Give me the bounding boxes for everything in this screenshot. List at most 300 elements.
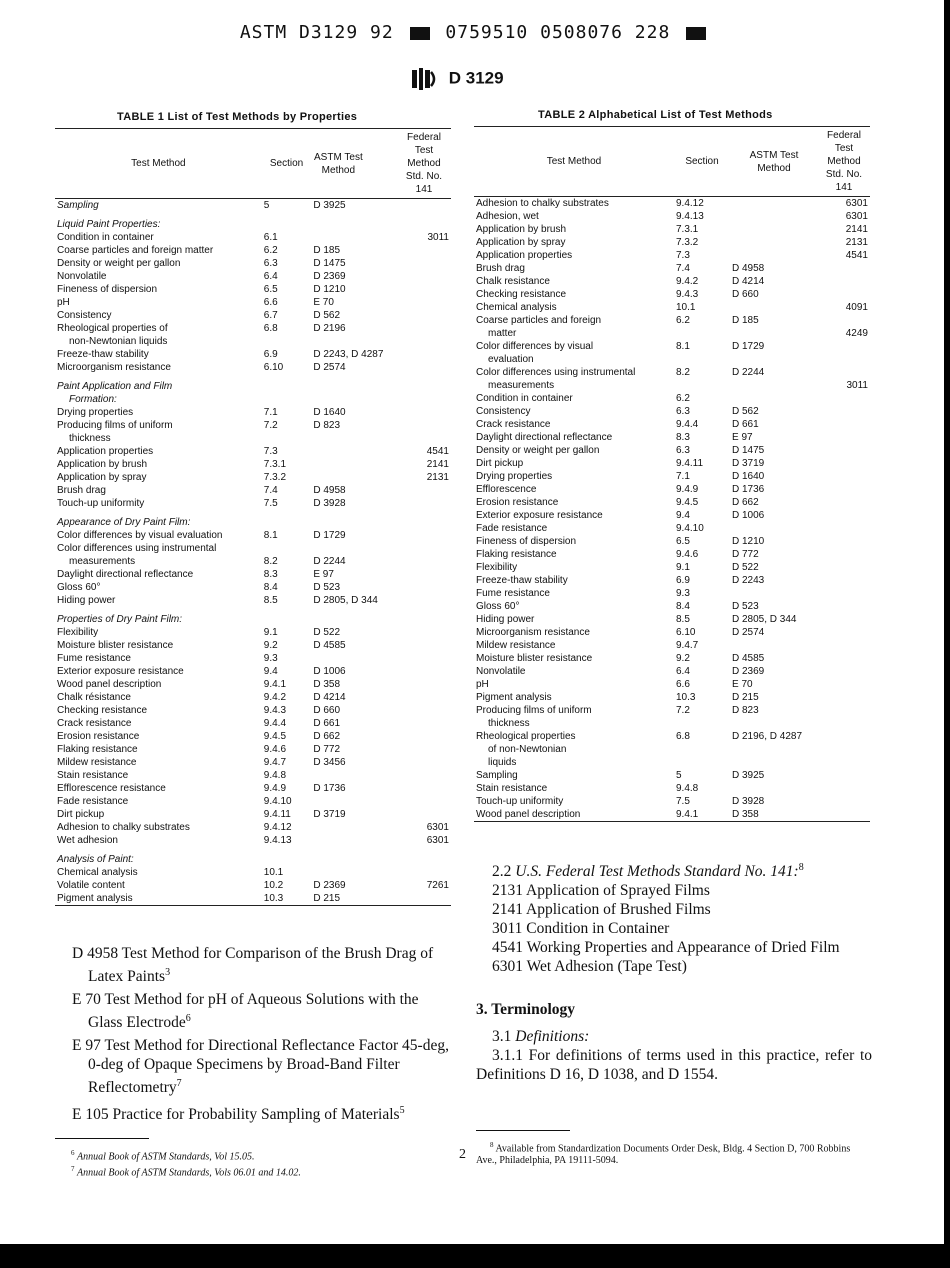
- table1-cell-section: 9.4.10: [263, 796, 292, 807]
- table1-cell-section: 6.10: [263, 362, 284, 373]
- table1-cell-section: 9.4.7: [263, 757, 287, 768]
- table1-cell-method: Formation:: [69, 394, 117, 405]
- black-bar-icon: [686, 27, 706, 40]
- table2-cell-method: Nonvolatile: [476, 666, 526, 677]
- table1-cell-method: Application properties: [57, 446, 154, 457]
- table2-cell-astm: [730, 223, 818, 236]
- table1-cell-section: 7.3.2: [263, 472, 287, 483]
- table1-cell-method: Dirt pickup: [57, 809, 105, 820]
- table1-cell-federal: [397, 309, 451, 322]
- table2-row: [474, 275, 870, 288]
- table2-row: [474, 249, 870, 262]
- table1-row: [55, 808, 451, 821]
- table2-cell-federal: 6301: [845, 198, 868, 209]
- table1-header-method: Test Method: [55, 129, 262, 199]
- table2-cell-section: 9.1: [676, 562, 690, 573]
- table1-cell-federal: [397, 393, 451, 406]
- table1-cell-method: Brush drag: [57, 485, 106, 496]
- table1-cell-section: 9.4.13: [263, 835, 292, 846]
- table2-row: [474, 808, 870, 822]
- table1-cell-federal: [397, 374, 451, 393]
- table2-cell-federal: [818, 574, 870, 587]
- table2-row: [474, 678, 870, 691]
- table2-cell-astm: [730, 717, 818, 730]
- table1-cell-section: 8.4: [263, 582, 278, 593]
- table2-cell-federal: 3011: [846, 380, 868, 391]
- table1-cell-federal: [397, 244, 451, 257]
- federal-method-item: 2131 Application of Sprayed Films: [492, 882, 710, 900]
- table2-cell-method: Consistency: [476, 406, 531, 417]
- table2-cell-federal: [818, 483, 870, 496]
- table1-cell-astm: D 562: [313, 310, 341, 321]
- table1-cell-federal: 7261: [426, 880, 449, 891]
- table1-row: [55, 257, 451, 270]
- table1-cell-method: Crack resistance: [57, 718, 132, 729]
- table1-cell-federal: [397, 348, 451, 361]
- federal-method-item: 4541 Working Properties and Appearance of Dried Film: [492, 939, 840, 957]
- table1-cell-section: 6.2: [263, 245, 278, 256]
- table1-cell-method: non-Newtonian liquids: [69, 336, 168, 347]
- table1-row: [55, 510, 451, 529]
- table2-cell-astm: D 823: [732, 705, 759, 716]
- table1-cell-federal: [397, 704, 451, 717]
- table1-cell-astm: [311, 652, 397, 665]
- page-number: 2: [459, 1147, 466, 1162]
- table1-cell-astm: [311, 231, 397, 244]
- table2-cell-section: 5: [676, 770, 682, 781]
- table2-cell-federal: [818, 314, 870, 327]
- table1-cell-section: 7.3.1: [263, 459, 287, 470]
- table1-cell-section: 9.4.3: [263, 705, 287, 716]
- table1-cell-astm: D 2196: [313, 323, 346, 334]
- table1-cell-federal: [397, 782, 451, 795]
- table2-cell-section: 6.3: [676, 406, 690, 417]
- table1-cell-section: [262, 374, 312, 393]
- table2: [474, 126, 870, 822]
- table1-cell-section: 7.3: [263, 446, 278, 457]
- table2-cell-astm: [730, 782, 818, 795]
- table2-cell-astm: D 2243: [732, 575, 765, 586]
- table2-cell-method: Producing films of uniform: [476, 705, 592, 716]
- table1-cell-federal: [397, 568, 451, 581]
- table2-cell-method: Fade resistance: [476, 523, 548, 534]
- terminology-heading: 3. Terminology: [476, 1001, 576, 1018]
- table2-cell-astm: D 215: [732, 692, 759, 703]
- table2-cell-section: 8.4: [676, 601, 690, 612]
- table2-row: [474, 366, 870, 379]
- table1-cell-section: 9.4: [263, 666, 278, 677]
- table2-cell-section: 10.1: [676, 302, 696, 313]
- table1-cell-federal: 4541: [426, 446, 449, 457]
- table2-cell-astm: [730, 301, 818, 314]
- table2-cell-federal: [818, 457, 870, 470]
- table2-cell-section: 9.4: [676, 510, 690, 521]
- table2-header-federal: Federal Test Method Std. No. 141: [818, 127, 870, 197]
- table2-cell-method: Freeze-thaw stability: [476, 575, 568, 586]
- table2-cell-section: 9.4.7: [676, 640, 699, 651]
- table1-cell-section: 9.4.5: [263, 731, 287, 742]
- table1-cell-method: Coarse particles and foreign matter: [57, 245, 214, 256]
- table2-cell-federal: [818, 288, 870, 301]
- table1-header-federal: Federal Test Method Std. No. 141: [397, 129, 451, 199]
- table1-row: [55, 231, 451, 244]
- table2-cell-federal: 4249: [845, 328, 868, 339]
- table1-row: [55, 652, 451, 665]
- scan-edge-right: [944, 0, 950, 1268]
- table2-cell-federal: [818, 665, 870, 678]
- table2-cell-astm: D 660: [732, 289, 759, 300]
- reference-item: E 70 Test Method for pH of Aqueous Solutions with the Glass Electrode$^6$: [72, 991, 419, 1032]
- table1-cell-federal: [397, 691, 451, 704]
- table2-row: [474, 769, 870, 782]
- table1-row: [55, 199, 451, 213]
- table2-cell-section: 6.5: [676, 536, 690, 547]
- table2-cell-astm: D 2805, D 344: [732, 614, 797, 625]
- table1-row: [55, 678, 451, 691]
- table2-cell-method: Fume resistance: [476, 588, 550, 599]
- table1-cell-method: Erosion resistance: [57, 731, 140, 742]
- table2-cell-section: 9.4.2: [676, 276, 699, 287]
- table2-cell-federal: [818, 613, 870, 626]
- table2-cell-astm: D 1210: [732, 536, 765, 547]
- table1-cell-section: 6.5: [263, 284, 278, 295]
- table1-cell-astm: [311, 471, 397, 484]
- table1-cell-federal: [397, 335, 451, 348]
- table1-cell-section: 9.4.6: [263, 744, 287, 755]
- table1-cell-method: Producing films of uniform: [57, 420, 173, 431]
- table1-cell-section: 9.4.9: [263, 783, 287, 794]
- table2-row: [474, 782, 870, 795]
- table2-row: [474, 613, 870, 626]
- table1-cell-federal: 2141: [426, 459, 449, 470]
- table1-cell-section: 8.3: [263, 569, 278, 580]
- table1-cell-federal: [397, 257, 451, 270]
- table1-row: [55, 542, 451, 555]
- table2-cell-federal: [818, 548, 870, 561]
- table2-cell-method: Flexibility: [476, 562, 518, 573]
- table2-cell-method: Color differences by visual: [476, 341, 594, 352]
- table2-cell-section: 7.2: [676, 705, 690, 716]
- table2-cell-astm: E 70: [732, 679, 753, 690]
- table2-row: [474, 210, 870, 223]
- table1-row: [55, 879, 451, 892]
- table1-cell-astm: [311, 458, 397, 471]
- table2-row: [474, 392, 870, 405]
- table1-row: [55, 484, 451, 497]
- table1-cell-method: Chalk résistance: [57, 692, 131, 703]
- table2-cell-method: Checking resistance: [476, 289, 567, 300]
- table1-cell-section: [262, 393, 312, 406]
- table1-cell-method: Nonvolatile: [57, 271, 107, 282]
- table2-cell-astm: D 772: [732, 549, 759, 560]
- table1-cell-federal: [397, 406, 451, 419]
- table1-cell-section: 9.2: [263, 640, 278, 651]
- table1-row: [55, 555, 451, 568]
- table1-cell-method: Wet adhesion: [57, 835, 118, 846]
- table2-cell-federal: [818, 587, 870, 600]
- table2-cell-federal: [818, 444, 870, 457]
- table2-cell-method: Coarse particles and foreign: [476, 315, 602, 326]
- table2-cell-astm: D 4958: [732, 263, 765, 274]
- table1: [55, 128, 451, 906]
- table2-cell-section: 9.3: [676, 588, 690, 599]
- table2-cell-astm: [730, 249, 818, 262]
- table1-row: [55, 309, 451, 322]
- table1-cell-federal: 6301: [426, 835, 449, 846]
- table2-cell-astm: D 522: [732, 562, 759, 573]
- table2-cell-astm: [730, 236, 818, 249]
- table1-row: [55, 283, 451, 296]
- table2-cell-method: Chalk resistance: [476, 276, 550, 287]
- table2-cell-method: Brush drag: [476, 263, 525, 274]
- table1-cell-federal: [397, 866, 451, 879]
- table1-row: [55, 892, 451, 906]
- designation-number: D 3129: [448, 68, 504, 88]
- table2-cell-astm: D 3925: [732, 770, 765, 781]
- table2-cell-method: Chemical analysis: [476, 302, 557, 313]
- table2-cell-method: Pigment analysis: [476, 692, 552, 703]
- table1-row: [55, 717, 451, 730]
- table1-cell-astm: D 662: [313, 731, 341, 742]
- table1-cell-federal: 2131: [426, 472, 449, 483]
- table1-cell-method: Paint Application and Film: [57, 381, 173, 392]
- table1-cell-method: Application by brush: [57, 459, 148, 470]
- table2-row: [474, 418, 870, 431]
- table1-row: [55, 458, 451, 471]
- federal-standards-section: [492, 858, 882, 976]
- table1-header-astm: ASTM Test Method: [311, 129, 397, 199]
- footnotes-right: [476, 1130, 872, 1167]
- table2-row: [474, 665, 870, 678]
- table1-cell-section: 6.1: [263, 232, 278, 243]
- table1-cell-section: 6.7: [263, 310, 278, 321]
- table2-cell-section: 6.10: [676, 627, 696, 638]
- table2-cell-method: Fineness of dispersion: [476, 536, 577, 547]
- table2-cell-section: 6.2: [676, 315, 690, 326]
- table1-cell-astm: [311, 510, 397, 529]
- table2-cell-federal: [818, 405, 870, 418]
- table2-cell-section: [674, 756, 730, 769]
- table2-cell-section: 9.4.4: [676, 419, 699, 430]
- table1-cell-federal: [397, 283, 451, 296]
- table1-cell-method: Fade resistance: [57, 796, 129, 807]
- table2-cell-method: Application properties: [476, 250, 573, 261]
- table1-cell-section: [262, 212, 312, 231]
- table2-cell-federal: [818, 782, 870, 795]
- table1-cell-federal: [397, 497, 451, 510]
- table1-cell-astm: D 660: [313, 705, 341, 716]
- table2-cell-astm: D 4214: [732, 276, 765, 287]
- table2-cell-method: Gloss 60°: [476, 601, 520, 612]
- table2-header-section: Section: [674, 127, 730, 197]
- table2-cell-section: [674, 717, 730, 730]
- table2-row: [474, 340, 870, 353]
- table1-row: [55, 270, 451, 283]
- table2-row: [474, 509, 870, 522]
- table2-cell-method: Exterior exposure resistance: [476, 510, 603, 521]
- table2-cell-federal: [818, 756, 870, 769]
- table2-cell-section: 9.4.11: [676, 458, 704, 469]
- table2-cell-astm: D 662: [732, 497, 759, 508]
- table2-cell-method: Erosion resistance: [476, 497, 559, 508]
- footnote-item: $^6$ Annual Book of ASTM Standards, Vol 15.05.: [71, 1149, 255, 1163]
- table2-cell-federal: [818, 652, 870, 665]
- table1-cell-method: pH: [57, 297, 70, 308]
- table1-cell-section: 6.8: [263, 323, 278, 334]
- table2-cell-section: 6.8: [676, 731, 690, 742]
- table1-cell-section: 7.4: [263, 485, 278, 496]
- table2-cell-astm: [730, 210, 818, 223]
- footnote-rule: [55, 1138, 149, 1139]
- table2-cell-section: 9.4.1: [674, 808, 730, 822]
- table2-cell-astm: D 358: [730, 808, 818, 822]
- table1-cell-section: [262, 335, 312, 348]
- table2-row: [474, 353, 870, 366]
- table1-cell-astm: D 4585: [313, 640, 346, 651]
- table1-cell-astm: D 4214: [313, 692, 346, 703]
- header-code-right: 0759510 0508076 228: [445, 22, 671, 43]
- table1-row: [55, 607, 451, 626]
- table1-cell-section: [262, 847, 312, 866]
- federal-method-item: 6301 Wet Adhesion (Tape Test): [492, 958, 687, 976]
- table2-cell-astm: D 1475: [732, 445, 765, 456]
- table2-row: [474, 483, 870, 496]
- table1-header-section: Section: [262, 129, 312, 199]
- table2-cell-method: Color differences using instrumental: [476, 367, 636, 378]
- table1-cell-section: [262, 432, 312, 445]
- table1-row: [55, 296, 451, 309]
- table1-cell-section: 6.4: [263, 271, 278, 282]
- table1-cell-astm: D 2805, D 344: [313, 595, 378, 606]
- table1-cell-method: Pigment analysis: [55, 892, 262, 906]
- table2-cell-method: measurements: [488, 380, 555, 391]
- table2-row: [474, 795, 870, 808]
- table1-cell-method: Checking resistance: [57, 705, 148, 716]
- table2-cell-method: Efflorescence: [476, 484, 537, 495]
- table1-cell-method: Appearance of Dry Paint Film:: [57, 517, 191, 528]
- reference-item: D 4958 Test Method for Comparison of the Brush Drag of Latex Paints$^3$: [72, 945, 434, 986]
- table2-cell-federal: [818, 730, 870, 743]
- table1-cell-federal: [397, 626, 451, 639]
- table1-row: [55, 665, 451, 678]
- table1-cell-astm: [311, 847, 397, 866]
- table2-cell-section: 8.3: [676, 432, 690, 443]
- table2-cell-section: [674, 379, 730, 392]
- table1-cell-method: Application by spray: [57, 472, 147, 483]
- table1-cell-federal: [397, 419, 451, 432]
- table2-cell-section: 6.2: [676, 393, 690, 404]
- table2-cell-astm: [730, 392, 818, 405]
- table2-cell-federal: [818, 275, 870, 288]
- table2-cell-federal: [818, 769, 870, 782]
- table1-row: [55, 756, 451, 769]
- table1-cell-astm: D 4958: [313, 485, 346, 496]
- table1-cell-astm: D 2244: [313, 556, 346, 567]
- table1-row: [55, 348, 451, 361]
- table1-cell-astm: D 772: [313, 744, 341, 755]
- table1-cell-federal: [397, 199, 451, 213]
- table1-row: [55, 847, 451, 866]
- table1-cell-federal: [397, 270, 451, 283]
- table1-cell-section: 9.4.2: [263, 692, 287, 703]
- table2-cell-federal: [818, 795, 870, 808]
- table1-cell-astm: D 3719: [313, 809, 346, 820]
- table1-cell-federal: [397, 769, 451, 782]
- table1-cell-astm: D 2574: [313, 362, 346, 373]
- footnote-item: $^8$ Available from Standardization Documents Order Desk, Bldg. 4 Section D, 700 Robbins Ave., Philadelphia, PA 19111-5094.: [476, 1141, 851, 1167]
- table1-cell-method: Color differences using instrumental: [57, 543, 217, 554]
- table2-row: [474, 327, 870, 340]
- table2-cell-federal: [818, 561, 870, 574]
- table2-cell-section: 6.4: [676, 666, 690, 677]
- table2-cell-method: liquids: [488, 757, 517, 768]
- table2-cell-method: Drying properties: [476, 471, 553, 482]
- table1-cell-section: 10.1: [263, 867, 284, 878]
- table2-cell-astm: D 2574: [732, 627, 765, 638]
- table1-cell-method: Properties of Dry Paint Film:: [57, 614, 183, 625]
- table2-row: [474, 600, 870, 613]
- table2-row: [474, 652, 870, 665]
- table2-cell-federal: [818, 678, 870, 691]
- table1-cell-section: 9.4.1: [263, 679, 287, 690]
- table2-cell-astm: [730, 639, 818, 652]
- table2-cell-section: 9.4.5: [676, 497, 699, 508]
- table1-cell-section: 6.3: [263, 258, 278, 269]
- table1-cell-method: thickness: [69, 433, 111, 444]
- table2-cell-astm: D 1729: [732, 341, 765, 352]
- table2-cell-section: [674, 353, 730, 366]
- table2-cell-section: 6.9: [676, 575, 690, 586]
- table2-cell-astm: D 1736: [732, 484, 765, 495]
- federal-method-item: 2141 Application of Brushed Films: [492, 901, 711, 919]
- table2-row: [474, 535, 870, 548]
- table1-cell-method: Flaking resistance: [57, 744, 138, 755]
- table1-cell-federal: 6301: [426, 822, 449, 833]
- table1-row: [55, 743, 451, 756]
- table2-cell-method: Moisture blister resistance: [476, 653, 593, 664]
- table1-cell-astm: D 358: [313, 679, 341, 690]
- table2-cell-federal: [818, 704, 870, 717]
- table1-cell-federal: [397, 484, 451, 497]
- table2-caption: TABLE 2 Alphabetical List of Test Methods: [538, 109, 773, 121]
- table1-cell-method: Wood panel description: [57, 679, 162, 690]
- table2-row: [474, 457, 870, 470]
- table1-cell-federal: [397, 756, 451, 769]
- table1-row: [55, 821, 451, 834]
- table2-cell-section: 8.5: [676, 614, 690, 625]
- terminology-section: [476, 1000, 872, 1084]
- table2-cell-method: of non-Newtonian: [488, 744, 567, 755]
- table1-row: [55, 730, 451, 743]
- table2-cell-federal: [818, 366, 870, 379]
- table2-cell-section: 7.5: [676, 796, 690, 807]
- table1-cell-federal: [397, 296, 451, 309]
- table1-cell-method: Gloss 60°: [57, 582, 101, 593]
- table2-cell-astm: D 2244: [732, 367, 765, 378]
- table1-row: [55, 374, 451, 393]
- table1-cell-method: Consistency: [57, 310, 112, 321]
- table1-cell-method: Rheological properties of: [57, 323, 168, 334]
- table2-row: [474, 561, 870, 574]
- table2-cell-federal: 6301: [845, 211, 868, 222]
- table1-row: [55, 419, 451, 432]
- table1-cell-federal: [397, 678, 451, 691]
- table1-row: [55, 782, 451, 795]
- table2-row: [474, 288, 870, 301]
- table1-cell-section: 5: [263, 200, 270, 211]
- table1-cell-section: 7.1: [263, 407, 278, 418]
- table1-cell-section: 10.2: [263, 880, 284, 891]
